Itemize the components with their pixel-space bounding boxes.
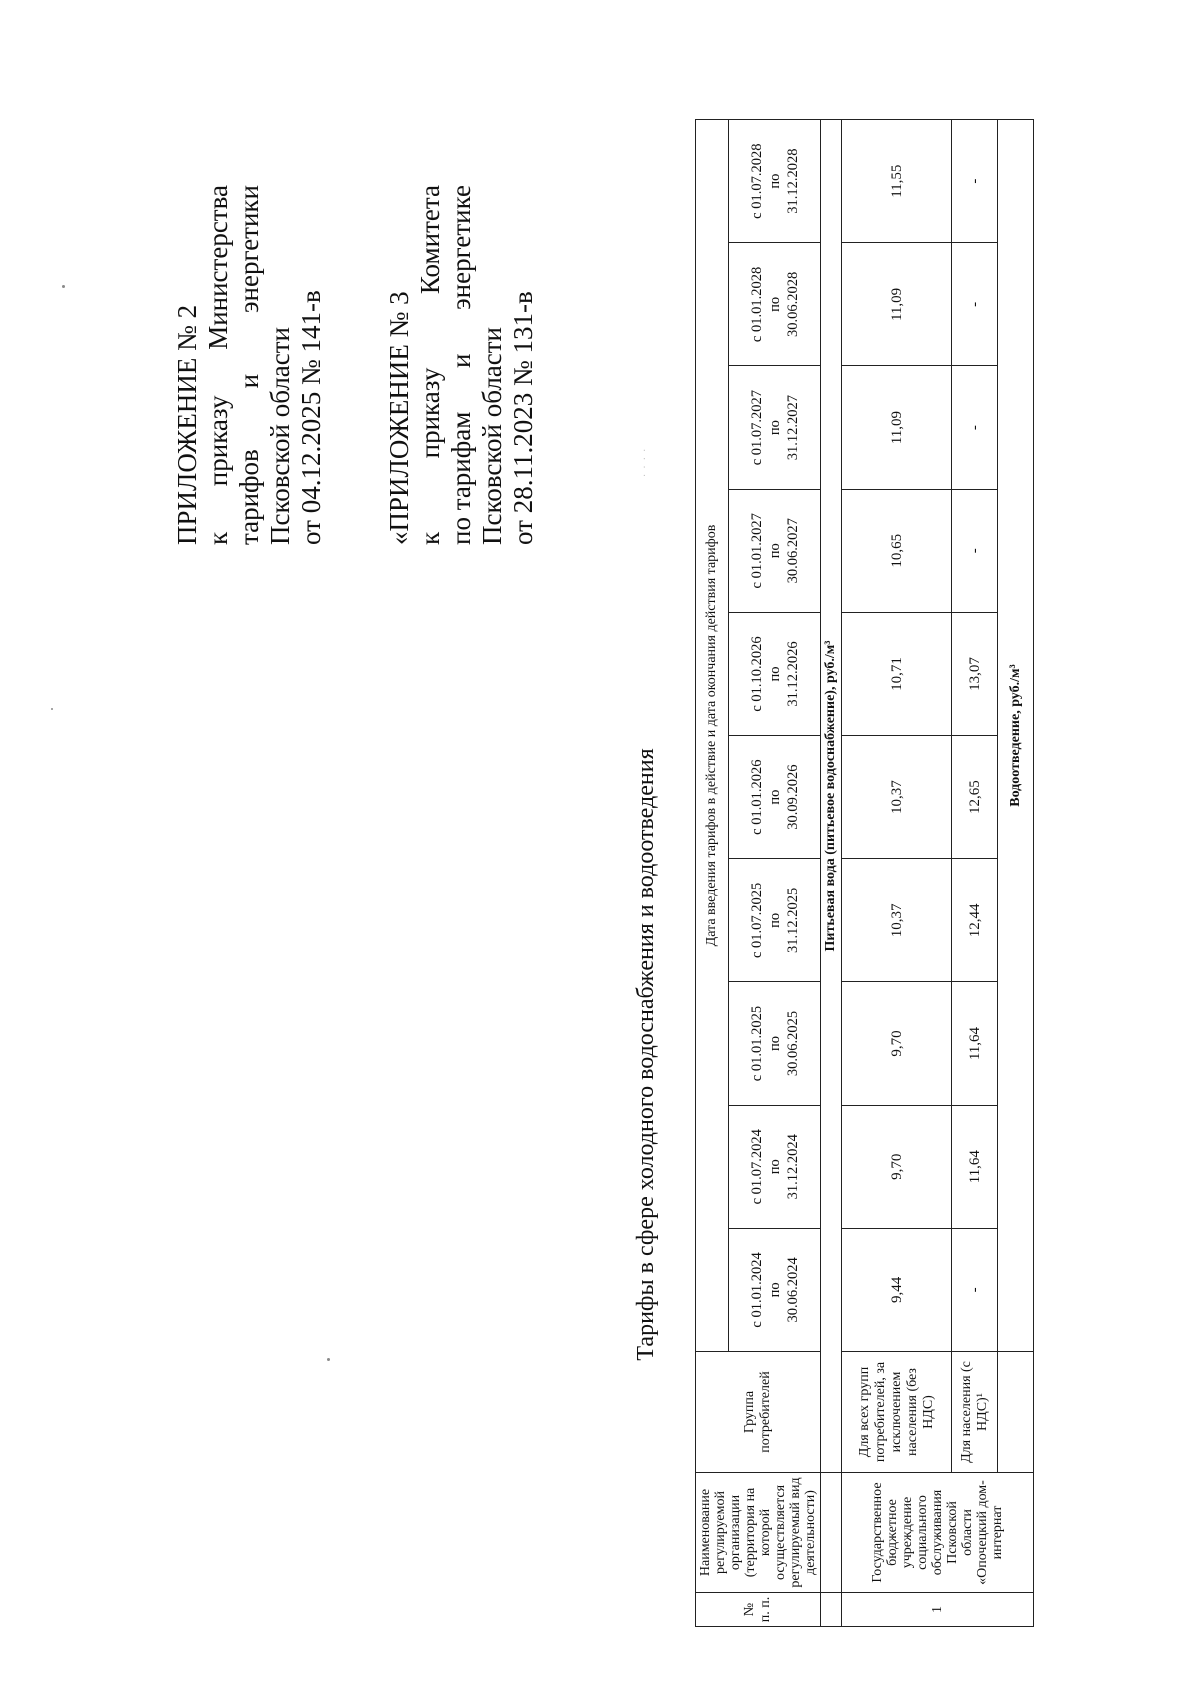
section-row-water — [821, 120, 842, 1627]
annex-line: Псковской области — [265, 326, 295, 545]
header-consumer-group: Группа потребителей — [696, 1352, 821, 1473]
annex-line: Псковской области — [477, 326, 507, 545]
tariff-value: 10,65 — [842, 489, 952, 612]
annex-line: к приказу Министерства — [203, 185, 233, 545]
consumer-group-cell: Для всех групп потребителей, за исключением населения (без НДС) — [842, 1352, 952, 1473]
table-row — [952, 120, 998, 1627]
tariff-value: - — [952, 366, 998, 489]
period-cell: с 01.01.2025 по 30.06.2025 — [729, 982, 821, 1105]
blank-cell — [821, 1473, 842, 1593]
tariff-value: 11,09 — [842, 243, 952, 366]
tariff-value: - — [952, 1228, 998, 1351]
tariff-value: 11,09 — [842, 366, 952, 489]
tariff-value: 11,55 — [842, 120, 952, 243]
period-cell: с 01.10.2026 по 31.12.2026 — [729, 612, 821, 735]
tariff-value: - — [952, 489, 998, 612]
period-cell: с 01.07.2024 по 31.12.2024 — [729, 1105, 821, 1228]
annex-order-date: от 04.12.2025 № 141-в — [296, 290, 326, 545]
table-header-row — [696, 120, 729, 1627]
annex-line: к приказу Комитета — [415, 185, 445, 545]
blank-cell — [998, 1352, 1034, 1473]
period-cell: с 01.07.2027 по 31.12.2027 — [729, 366, 821, 489]
period-cell: с 01.07.2028 по 31.12.2028 — [729, 120, 821, 243]
tariff-value: 9,70 — [842, 982, 952, 1105]
tariff-value: - — [952, 243, 998, 366]
tariff-value: - — [952, 120, 998, 243]
annex-order-date: от 28.11.2023 № 131-в — [508, 291, 538, 545]
section-heading-sewage: Водоотведение, руб./м³ — [998, 120, 1034, 1352]
period-cell: с 01.07.2025 по 31.12.2025 — [729, 859, 821, 982]
table-row — [842, 120, 952, 1627]
tariff-value: 11,64 — [952, 1105, 998, 1228]
consumer-group-cell: Для населения (с НДС)¹ — [952, 1352, 998, 1473]
header-org-name: Наименование регулируемой организации (территория на которой осуществляется регулируемый вид деятельности) — [696, 1473, 821, 1593]
header-number: № п. п. — [696, 1593, 821, 1627]
tariff-table — [695, 119, 1034, 1627]
tariff-value: 11,64 — [952, 982, 998, 1105]
annex-title: ПРИЛОЖЕНИЕ № 2 — [172, 304, 202, 545]
period-cell: с 01.01.2024 по 30.06.2024 — [729, 1228, 821, 1351]
tariff-value: 13,07 — [952, 612, 998, 735]
org-name-cell: Государственное бюджетное учреждение социального обслуживания Псковской области «Опочецкий дом-интернат — [842, 1473, 1034, 1593]
tariff-value: 9,70 — [842, 1105, 952, 1228]
period-cell: с 01.01.2027 по 30.06.2027 — [729, 489, 821, 612]
annex-title: «ПРИЛОЖЕНИЕ № 3 — [384, 291, 414, 545]
scan-smudge: · · · · — [640, 447, 651, 477]
period-cell: с 01.01.2026 по 30.09.2026 — [729, 736, 821, 859]
tariff-value: 12,65 — [952, 736, 998, 859]
tariff-value: 10,37 — [842, 859, 952, 982]
header-dates-span: Дата введения тарифов в действие и дата окончания действия тарифов — [696, 120, 729, 1352]
section-row-sewage — [998, 120, 1034, 1627]
section-heading-water: Питьевая вода (питьевое водоснабжение), руб./м³ — [821, 120, 842, 1473]
document-title: Тарифы в сфере холодного водоснабжения и водоотведения — [633, 748, 659, 1361]
row-number: 1 — [842, 1593, 1034, 1627]
blank-cell — [821, 1593, 842, 1627]
tariff-value: 10,71 — [842, 612, 952, 735]
annex-line: тарифов и энергетики — [234, 185, 264, 545]
tariff-value: 9,44 — [842, 1228, 952, 1351]
tariff-value: 12,44 — [952, 859, 998, 982]
annex-previous — [384, 185, 539, 545]
annex-line: по тарифам и энергетике — [446, 185, 476, 545]
tariff-value: 10,37 — [842, 736, 952, 859]
annex-current — [172, 185, 327, 545]
period-cell: с 01.01.2028 по 30.06.2028 — [729, 243, 821, 366]
